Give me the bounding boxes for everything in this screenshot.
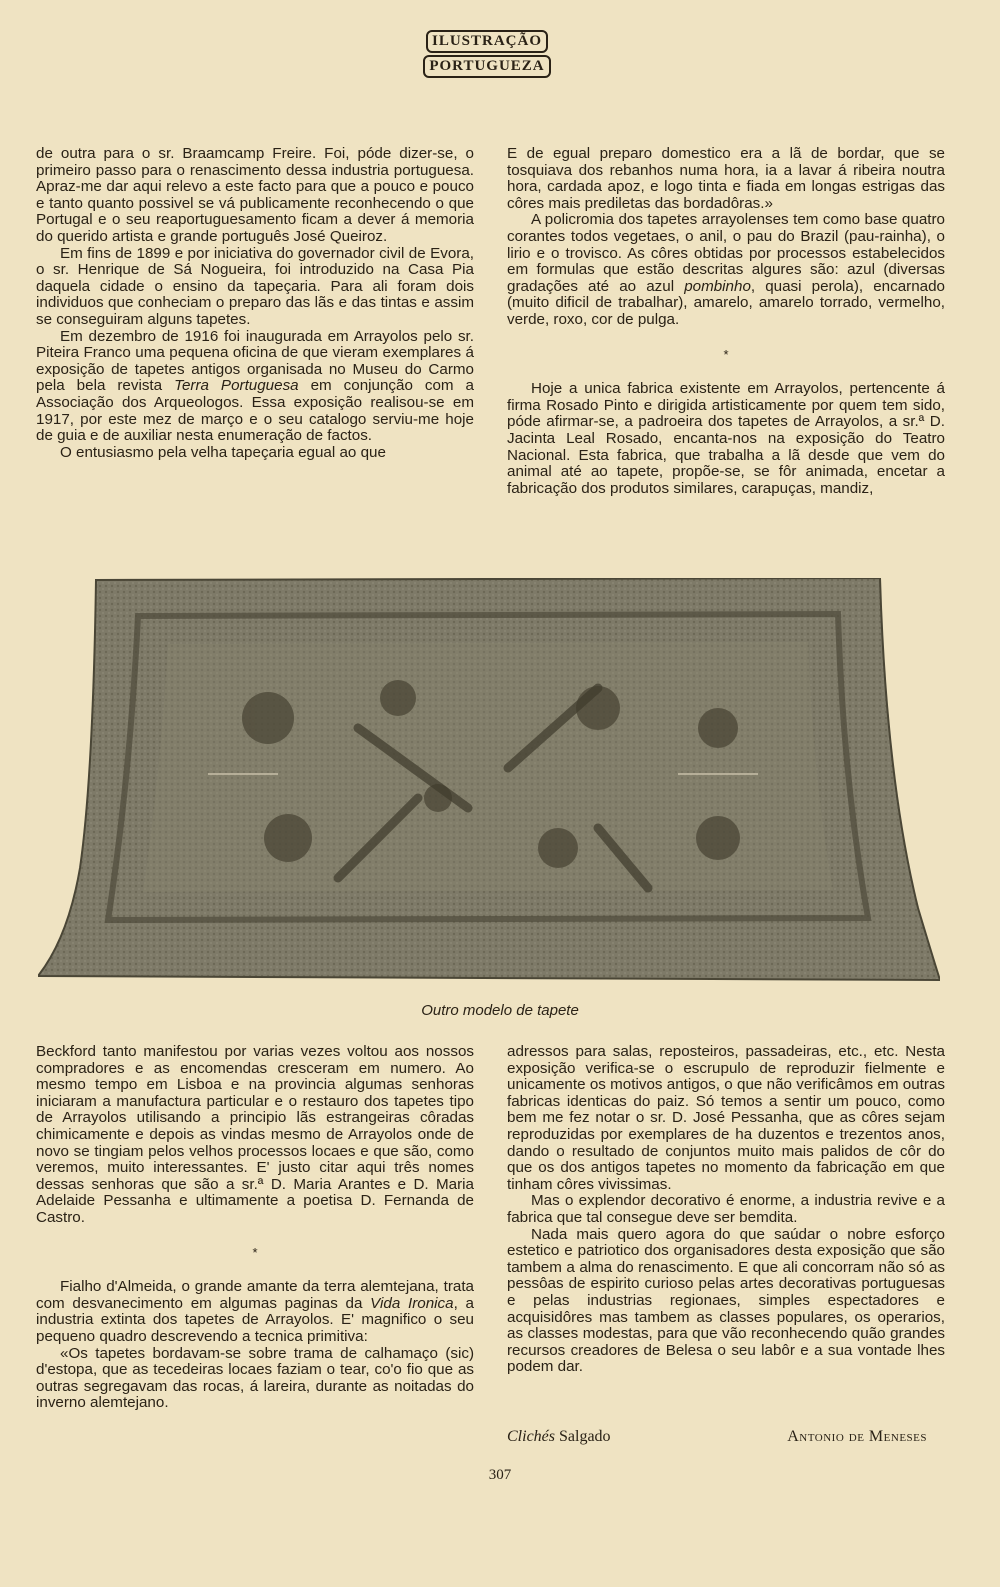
text-span: A policromia dos tapetes arrayolenses tem como base quatro corantes todos vegetaes, o anil, o pau do Brazil (pau-rainha), o lirio e o trovisco. As côres obtidas por processos estabelecidos em formulas que estão descritas algures são: azul (diversas gradações até ao azul [507, 211, 945, 295]
text-span: Fialho d'Almeida, o grande amante da terra alemtejana, trata com desvanecimento em algumas paginas da [36, 1278, 474, 1312]
book-title: Vida Ironica [370, 1294, 454, 1312]
paragraph: adressos para salas, reposteiros, passadeiras, etc., etc. Nesta exposição verifica-se o escrupulo de reproduzir fielmente e unicamente os motivos antigos, o que não verificâmos em outras fabricas identicas do paiz. Só temos a sentir um pouco, como bem me fez notar o sr. D. José Pessanha, que as côres sejam reproduzidas por exemplares de ha duzentos e trezentos anos, dando o resultado de conjuntos muito mais palidos de côr do que os dos antigos tapetes no momento da fabricação em que tinham côres vivissimas. [507, 1043, 945, 1193]
paragraph: O entusiasmo pela velha tapeçaria egual ao que [60, 443, 386, 461]
text-span: , quasi perola), encarnado (muito dificil de trabalhar), amarelo, amarelo torrado, vermelho, verde, roxo, cor de pulga. [507, 277, 945, 328]
paragraph: de outra para o sr. Braamcamp Freire. Foi, póde dizer-se, o primeiro passo para o renascimento dessa industria portuguesa. Apraz-me dar aqui relevo a este facto para que a pouco e pouco e tanto quanto possivel se vá publicamente reconhecendo o que Portugal e o seu reaportuguesamento ficam a dever á memoria do querido artista e grande português José Queiroz. [36, 145, 474, 245]
paragraph [36, 1279, 474, 1345]
quotation: «Os tapetes bordavam-se sobre trama de calhamaço (sic) d'estopa, que as tecedeiras locaes faziam o tear, co'o fio que as outras segregavam das rocas, á lareira, durante as noitadas do inverno alemtejano. [36, 1344, 474, 1412]
masthead-line-2: PORTUGUEZA [423, 55, 550, 78]
credits-line [507, 1428, 927, 1446]
paragraph [507, 212, 945, 328]
paragraph [36, 329, 474, 445]
masthead-logo [412, 30, 562, 80]
cliches-label: Clichés [507, 1428, 555, 1445]
paragraph: Beckford tanto manifestou por varias vezes voltou aos nossos compradores e as encomendas cresceram em numero. Ao mesmo tempo em Lisboa e na provincia algumas senhoras iniciaram a manufactura particular e o restauro dos tapetes tipo de Arrayolos utilisando a principio lãs estrangeiras côradas chimicamente e depois as vindas mesmo de Arrayolos onde de novo se tingiam pelos velhos processos locaes e que são, como veremos, muito interessantes. E' justo citar aqui três nomes dessas senhoras que são a sr.ª D. Maria Arantes e D. Maria Adelaide Pessanha e ultimamente a poetisa D. Fernanda de Castro. [36, 1043, 474, 1226]
paragraph: Mas o explendor decorativo é enorme, a industria revive e a fabrica que tal consegue deve ser bemdita. [507, 1192, 945, 1226]
article-author: Antonio de Meneses [787, 1428, 927, 1445]
paragraph: Nada mais quero agora do que saúdar o nobre esforço estetico e patriotico dos organisadores desta exposição que são tambem a alma do renascimento. E que ali concorram não só as pessôas de espirito curioso pelas artes decorativas portuguesas e pelas industrias regionaes, simples espectadores e acquisidôres mas tambem as classes populares, os operarios, as classes modestas, para que vão reconhecendo quão grandes recursos creadores de Belesa o seu labôr e a sua vontade lhes podem dar. [507, 1225, 945, 1376]
paragraph: E de egual preparo domestico era a lã de bordar, que se tosquiava dos rebanhos numa hora, ia a lavar á ribeira noutra hora, cardada apoz, e logo tinta e fiada em longas estrigas das côres mais prediletas das bordadôras.» [507, 145, 945, 212]
column-top-left [36, 146, 474, 461]
color-name: pombinho [684, 277, 751, 295]
paragraph: Hoje a unica fabrica existente em Arrayolos, pertencente á firma Rosado Pinto e dirigida artisticamente por quem tem sido, póde afirmar-se, a padroeira dos tapetes de Arrayolos, a sr.ª D. Jacinta Leal Rosado, encanta-nos na exposição do Teatro Nacional. Esta fabrica, que trabalha a lã desde que vem do animal até ao tapete, propõe-se, se fôr animada, encetar a fabricação dos produtos similares, carapuças, mandiz, [507, 380, 945, 497]
page-number: 307 [488, 1467, 512, 1483]
column-top-right [507, 146, 945, 497]
text-span: em conjunção com a Associação dos Arqueologos. Essa exposição realisou-se em 1917, por este mez de março e o seu catalogo serviu-me hoje de guia e de auxiliar nesta enumeração de factos. [36, 377, 474, 445]
column-bottom-right [507, 1044, 945, 1376]
magazine-title: Terra Portuguesa [174, 377, 299, 395]
text-span: , a industria extinta dos tapetes de Arrayolos. E' magnifico o seu pequeno quadro descrevendo a tecnica primitiva: [36, 1294, 474, 1345]
figure-caption: Outro modelo de tapete [421, 1002, 579, 1019]
section-separator: * [252, 1244, 258, 1260]
rug-photograph [38, 578, 940, 984]
text-span: Em dezembro de 1916 foi inaugurada em Arrayolos pelo sr. Piteira Franco uma pequena oficina de que vieram exemplares á exposição de tapetes antigos organisada no Museu do Carmo pela bela revista [36, 327, 474, 395]
section-separator: * [723, 346, 729, 362]
masthead-line-1: ILUSTRAÇÃO [426, 30, 548, 53]
photo-credit [507, 1428, 611, 1446]
paragraph: Em fins de 1899 e por iniciativa do governador civil de Evora, o sr. Henrique de Sá Nogueira, foi introduzido na Casa Pia daquela cidade o ensino da tapeçaria. Para ali foram dois individuos que conheciam o preparo das lãs e das tintas e assim se conseguiram alguns tapetes. [36, 244, 474, 328]
photographer: Salgado [559, 1428, 611, 1445]
column-bottom-left [36, 1044, 474, 1412]
